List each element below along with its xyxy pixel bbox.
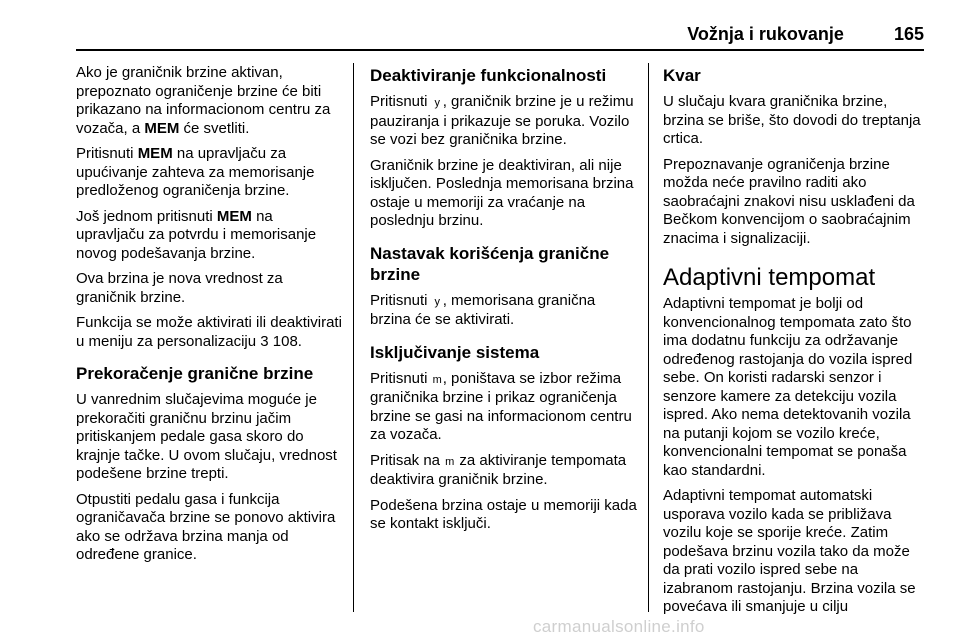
header-rule [76, 49, 924, 51]
column-divider-1 [353, 63, 354, 612]
paragraph: Pritisnuti m, poništava se izbor režima graničnika brzine i prikaz ograničenja brzine se gasi na informacionom centru za vozača. [370, 369, 632, 443]
paragraph: Ova brzina je nova vrednost za graničnik brzine. [76, 270, 283, 306]
watermark: carmanualsonline.info [533, 617, 705, 636]
section-heading: Deaktiviranje funkcionalnosti [370, 66, 607, 85]
column-divider-2 [648, 63, 649, 612]
paragraph: Pritisnuti MEM na upravljaču za upućivanje zahteva za memorisanje predloženog ograničenja brzine. [76, 145, 315, 199]
speed-limiter-off-icon: m [432, 373, 442, 386]
page-reference-link[interactable]: 3 108. [260, 332, 302, 350]
speed-limiter-pause-icon: y [434, 97, 440, 109]
paragraph: Graničnik brzine je deaktiviran, ali nije isključen. Poslednja memorisana brzina ostaje u memoriji za vraćanje na poslednju brzinu. [370, 156, 634, 229]
paragraph: Podešena brzina ostaje u memoriji kada se kontakt isključi. [370, 496, 637, 532]
mem-label: MEM [137, 145, 173, 162]
column-3 [663, 64, 927, 624]
mem-label: MEM [144, 119, 180, 137]
paragraph: Prepoznavanje ograničenja brzine možda neće pravilno raditi ako saobraćajni znakovi nisu usklađeni da Bečkom konvencijom o saobraćajnim znacima i signalizaciji. [663, 155, 915, 247]
paragraph: Otpustiti pedalu gasa i funkcija ograničavača brzine se ponovo aktivira ako se održava brzina manja od određene granice. [76, 490, 336, 563]
column-1 [76, 64, 344, 572]
paragraph: Pritisnuti y , memorisana granična brzina će se aktivirati. [370, 291, 596, 328]
section-heading: Nastavak korišćenja granične brzine [370, 243, 610, 284]
paragraph: U slučaju kvara graničnika brzine, brzina se briše, što dovodi do treptanja crtica. [663, 93, 921, 147]
chapter-heading: Adaptivni tempomat [663, 264, 876, 291]
section-heading: Isključivanje sistema [370, 342, 540, 362]
paragraph: Pritisnuti y , graničnik brzine je u režimu pauziranja i prikazuje se poruka. Vozilo se vozi bez graničnika brzine. [370, 93, 634, 148]
paragraph: Pritisak na m za aktiviranje tempomata deaktivira graničnik brzine. [370, 451, 627, 488]
page-header [76, 24, 924, 50]
column-2 [370, 64, 640, 541]
paragraph: Funkcija se može aktivirati ili deaktivirati u meniju za personalizaciju 3 108. [76, 314, 342, 350]
paragraph: U vanrednim slučajevima moguće je prekoračiti graničnu brzinu jačim pritiskanjem pedale gasa skoro do krajnje tačke. U ovom slučaju, vrednost podešene brzine trepti. [76, 391, 337, 482]
paragraph: Još jednom pritisnuti MEM na upravljaču za potvrdu i memorisanje novog podešavanja brzine. [76, 207, 317, 262]
paragraph: Ako je graničnik brzine aktivan, prepoznato ograničenje brzine će biti prikazano na informacionom centru za vozača, a MEM će svetliti. [76, 64, 331, 137]
speed-limiter-resume-icon: y [434, 295, 440, 308]
page-number: 165 [893, 24, 924, 44]
mem-label: MEM [216, 207, 252, 225]
chapter-title: Vožnja i rukovanje [687, 24, 844, 44]
section-heading: Prekoračenje granične brzine [76, 364, 314, 383]
paragraph: Adaptivni tempomat automatski usporava vozilo kada se približava vozilu koje se sporije kreće. Zatim podešava brzinu vozila tako da može da prati vozilo ispred sebe na izabranom rastojanju. Brzina vozila se povećava ili smanjuje u cilju [663, 487, 916, 615]
section-heading: Kvar [663, 66, 701, 85]
cruise-control-icon: m [445, 455, 455, 468]
paragraph: Adaptivni tempomat je bolji od konvencionalnog tempomata zato što ima dodatnu funkciju za održavanje određenog rastojanja do vozila ispred sebe. On koristi radarski senzor i senzore kamere za detekciju vozila ispred. Ako nema detektovanih vozila na putanji kojom se vozilo kreće, konvencionalni tempomat se ponaša kao standardni. [663, 295, 913, 479]
